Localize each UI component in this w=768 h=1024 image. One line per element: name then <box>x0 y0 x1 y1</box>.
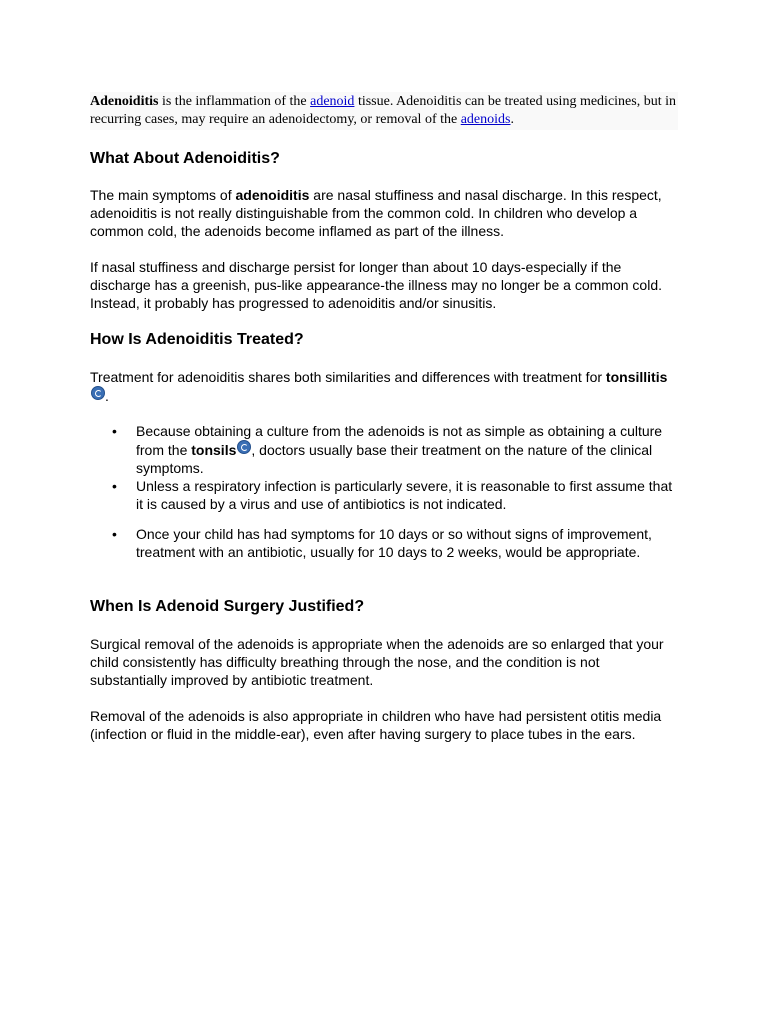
intro-text-1: is the inflammation of the <box>158 94 311 109</box>
persistence-paragraph: If nasal stuffiness and discharge persist for longer than about 10 days-especially if the discharge has a greenish, pus-like appearance-the illness may no longer be a common cold. Instead, it probably has progressed to adenoiditis and/or sinusitis. <box>90 259 662 311</box>
bullet2-text: Unless a respiratory infection is particularly severe, it is reasonable to first assume that it is caused by a virus and use of antibiotics is not indicated. <box>136 478 673 512</box>
treatment-paragraph <box>90 368 678 405</box>
heading-when-is-adenoid-surgery-justified: When Is Adenoid Surgery Justified? <box>90 598 365 615</box>
bullet-icon: • <box>112 526 117 542</box>
intro-paragraph <box>90 92 678 130</box>
bullet-icon: • <box>112 478 117 494</box>
tonsillitis-term: tonsillitis <box>605 369 668 385</box>
intro-text-2: tissue. Adenoiditis can be treated using medicines, but in recurring cases, may require an adenoidectomy, or removal of the <box>90 94 676 127</box>
surgery-paragraph: Surgical removal of the adenoids is appropriate when the adenoids are so enlarged that your child consistently has difficulty breathing through the nose, and the condition is not substantially improved by antibiotic treatment. <box>90 636 664 688</box>
symptoms-bold-term: adenoiditis <box>235 187 310 203</box>
bullet1-text-2: , doctors usually base their treatment on the nature of the clinical symptoms. <box>136 442 653 476</box>
adenoids-link[interactable]: adenoids <box>460 112 511 127</box>
bullet-icon: • <box>112 423 117 439</box>
intro-term: Adenoiditis <box>90 94 159 109</box>
adenoid-link[interactable]: adenoid <box>310 94 355 109</box>
treatment-text-1: Treatment for adenoiditis shares both similarities and differences with treatment for <box>90 369 606 385</box>
list-item <box>90 525 678 561</box>
otitis-paragraph: Removal of the adenoids is also appropriate in children who have had persistent otitis media (infection or fluid in the middle-ear), even after having surgery to place tubes in the ears. <box>90 708 662 742</box>
symptoms-text-2: are nasal stuffiness and nasal discharge. In this respect, adenoiditis is not really distinguishable from the common cold. In children who develop a common cold, the adenoids become inflamed as part of the illness. <box>90 187 662 239</box>
info-circle-icon[interactable] <box>91 386 105 400</box>
bullet1-text-1: Because obtaining a culture from the adenoids is not as simple as obtaining a culture from the <box>136 423 663 458</box>
list-item <box>90 477 678 513</box>
heading-how-is-adenoiditis-treated: How Is Adenoiditis Treated? <box>90 331 304 348</box>
list-item <box>90 422 678 477</box>
info-circle-icon[interactable] <box>237 440 251 454</box>
intro-text-3: . <box>510 112 514 127</box>
tonsils-term: tonsils <box>191 442 237 458</box>
treatment-bullet-list <box>90 422 678 561</box>
symptoms-text-1: The main symptoms of <box>90 187 236 203</box>
symptoms-paragraph <box>90 186 678 240</box>
heading-what-about-adenoiditis: What About Adenoiditis? <box>90 150 280 167</box>
bullet3-text: Once your child has had symptoms for 10 days or so without signs of improvement, treatment with an antibiotic, usually for 10 days to 2 weeks, would be appropriate. <box>136 526 652 560</box>
treatment-text-end: . <box>105 388 109 404</box>
